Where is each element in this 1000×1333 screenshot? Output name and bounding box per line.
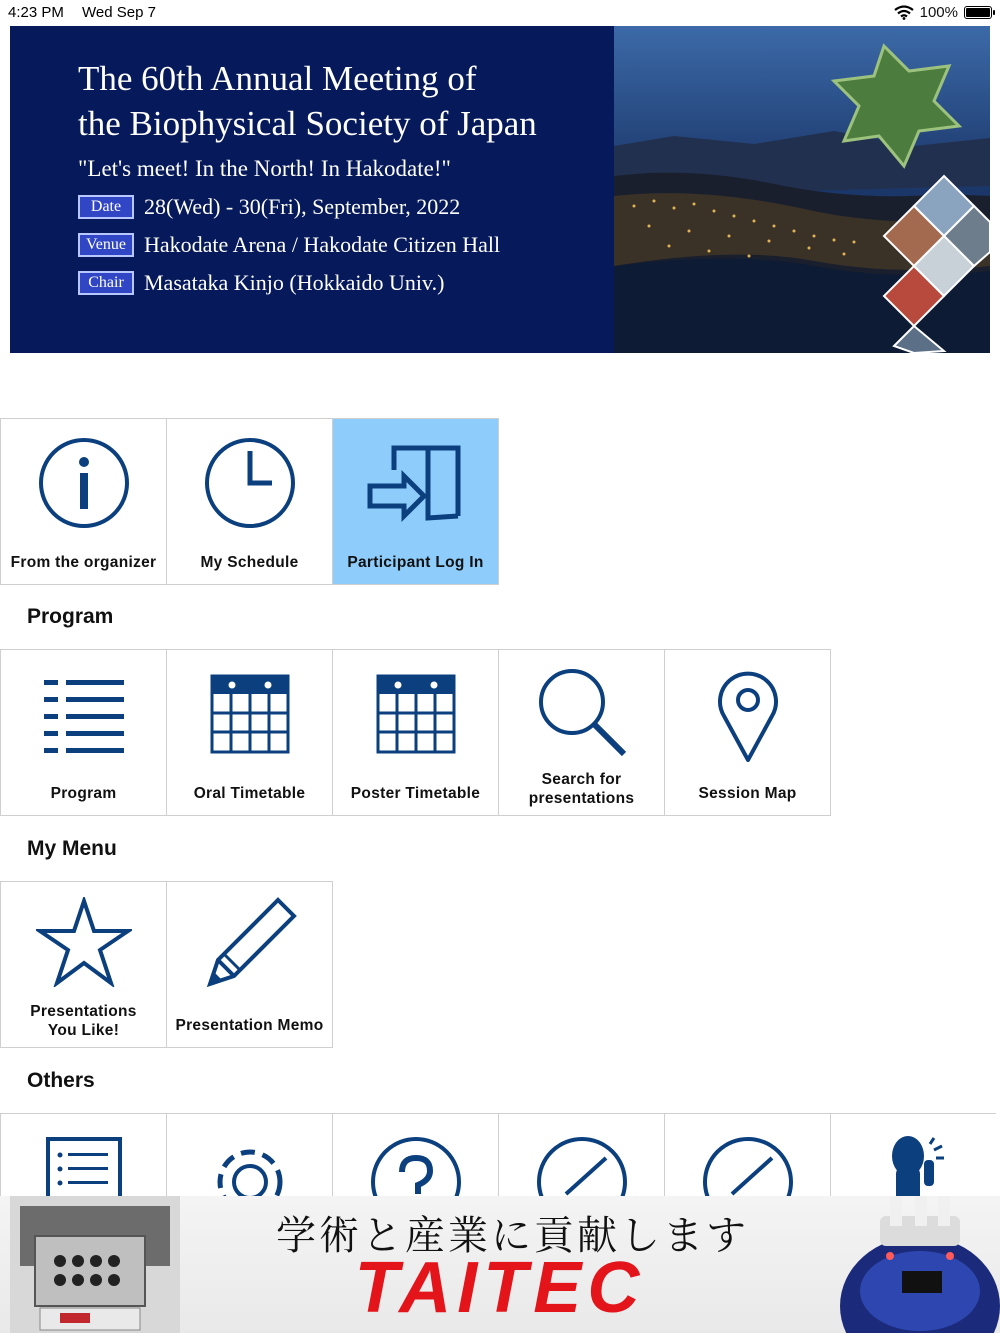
svg-text:TAITEC: TAITEC [354, 1254, 646, 1320]
others-section-title: Others [27, 1069, 95, 1092]
banner-subtitle: "Let's meet! In the North! In Hakodate!" [78, 156, 451, 181]
check-circle-icon [536, 1136, 628, 1196]
hakodate-photo [614, 26, 990, 353]
wifi-icon [894, 5, 914, 20]
banner-venue-row [78, 232, 537, 258]
my-schedule-button[interactable] [166, 418, 333, 585]
document-list-icon [46, 1137, 122, 1196]
centrifuge-image [820, 1196, 1000, 1333]
venue-tag: Venue [78, 233, 134, 257]
calendar-icon [210, 674, 290, 754]
status-date: Wed Sep 7 [82, 4, 156, 21]
star-icon [36, 897, 132, 987]
banner-chair-row [78, 270, 537, 296]
taitec-logo [215, 1254, 785, 1320]
session-map-button[interactable] [664, 649, 831, 816]
poster-timetable-label: Poster Timetable [350, 785, 481, 802]
list-icon [42, 672, 126, 756]
oral-timetable-button[interactable] [166, 649, 333, 816]
participant-log-in-label: Participant Log In [347, 554, 484, 571]
lab-equipment-image [0, 1196, 200, 1333]
venue-value: Hakodate Arena / Hakodate Citizen Hall [144, 232, 501, 257]
presentation-memo-label: Presentation Memo [175, 1017, 324, 1034]
presentations-you-like-line2: You Like! [47, 1022, 120, 1039]
search-label-line2: presentations [528, 790, 635, 807]
chair-tag: Chair [78, 271, 134, 295]
search-label-line1: Search for [541, 771, 622, 788]
my-schedule-label: My Schedule [200, 554, 299, 571]
gear-icon [204, 1136, 296, 1196]
status-time: 4:23 PM [8, 4, 64, 21]
person-icon [868, 1136, 960, 1196]
login-icon [366, 440, 466, 526]
info-icon [36, 435, 132, 531]
others-tiles [0, 1113, 996, 1196]
date-value: 28(Wed) - 30(Fri), September, 2022 [144, 194, 461, 219]
check-circle-icon [702, 1136, 794, 1196]
others-help-button[interactable] [332, 1113, 499, 1196]
chair-value: Masataka Kinjo (Hokkaido Univ.) [144, 270, 445, 295]
from-the-organizer-button[interactable] [0, 418, 167, 585]
presentations-you-like-button[interactable] [0, 881, 167, 1048]
conference-banner[interactable] [10, 26, 990, 353]
presentation-memo-button[interactable] [166, 881, 333, 1048]
session-map-label: Session Map [698, 785, 797, 802]
others-check-button-1[interactable] [498, 1113, 665, 1196]
participant-log-in-button[interactable] [332, 418, 499, 585]
program-label: Program [50, 785, 117, 802]
battery-percent: 100% [919, 4, 958, 21]
pencil-icon [202, 894, 298, 990]
others-person-button[interactable] [830, 1113, 996, 1196]
search-icon [534, 666, 630, 762]
status-bar [0, 0, 1000, 26]
program-section-title: Program [27, 605, 114, 628]
program-button[interactable] [0, 649, 167, 816]
poster-timetable-button[interactable] [332, 649, 499, 816]
from-the-organizer-label: From the organizer [10, 554, 157, 571]
banner-title-line2: the Biophysical Society of Japan [78, 104, 537, 143]
date-tag: Date [78, 195, 134, 219]
my-menu-section-title: My Menu [27, 837, 117, 860]
calendar-icon [376, 674, 456, 754]
ad-tagline: 学術と産業に貢献します [276, 1213, 749, 1259]
map-pin-icon [716, 666, 780, 762]
oral-timetable-label: Oral Timetable [193, 785, 306, 802]
search-presentations-button[interactable] [498, 649, 665, 816]
battery-icon [964, 6, 992, 19]
program-tiles [0, 649, 830, 816]
top-tiles [0, 418, 498, 585]
clock-icon [202, 435, 298, 531]
banner-date-row [78, 194, 537, 220]
others-settings-button[interactable] [166, 1113, 333, 1196]
taitec-ad-banner[interactable] [0, 1196, 1000, 1333]
my-menu-tiles [0, 881, 332, 1048]
banner-title-line1: The 60th Annual Meeting of [78, 59, 477, 98]
others-check-button-2[interactable] [664, 1113, 831, 1196]
battery-fill [966, 8, 990, 17]
presentations-you-like-line1: Presentations [30, 1003, 137, 1020]
others-document-button[interactable] [0, 1113, 167, 1196]
question-icon [370, 1136, 462, 1196]
